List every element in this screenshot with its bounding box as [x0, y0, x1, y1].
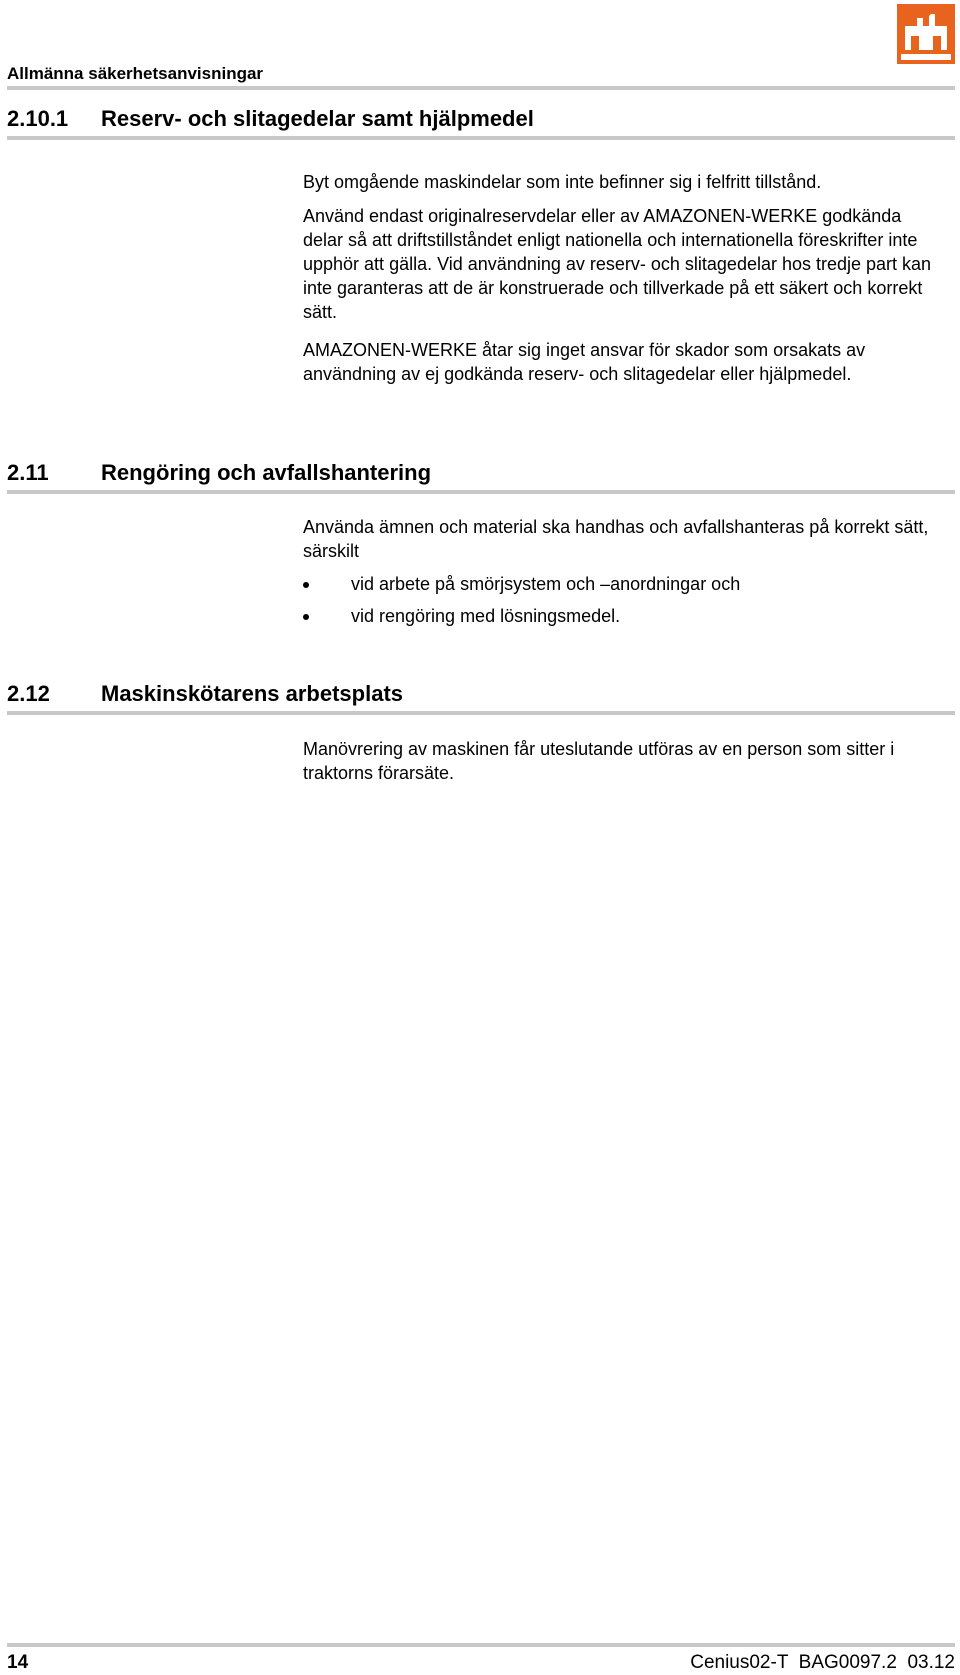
header-divider	[7, 86, 955, 90]
bullet-icon	[303, 582, 309, 588]
section-title: Maskinskötarens arbetsplats	[101, 681, 404, 706]
tractor-logo-icon	[897, 4, 955, 64]
section-divider	[7, 711, 955, 715]
paragraph: Byt omgående maskindelar som inte befinner sig i felfritt tillstånd.	[303, 172, 822, 192]
page-number: 14	[7, 1652, 29, 1673]
list-item-text: vid arbete på smörjsystem och –anordningar och	[351, 574, 741, 594]
running-header-title: Allmänna säkerhetsanvisningar	[7, 64, 264, 83]
paragraph: Använd endast originalreservdelar eller av AMAZONEN-WERKE godkända delar så att driftstillståndet enligt nationella och internationella föreskrifter inte upphör att gälla. Vid användning av reserv- och slitagedelar hos tredje part kan inte garanteras att de är konstruerade och tillverkade på ett säkert och korrekt sätt.	[303, 206, 932, 322]
document-id: Cenius02-T BAG0097.2 03.12	[690, 1652, 955, 1673]
bullet-icon	[303, 614, 309, 620]
footer-divider	[7, 1643, 955, 1647]
section-heading	[7, 106, 534, 132]
section-heading	[7, 681, 403, 707]
section-title: Reserv- och slitagedelar samt hjälpmedel	[101, 106, 534, 131]
paragraph: Manövrering av maskinen får uteslutande utföras av en person som sitter i traktorns förarsäte.	[303, 739, 895, 783]
section-number: 2.11	[7, 460, 49, 485]
amazone-logo	[897, 4, 955, 64]
section-heading	[7, 460, 431, 486]
list-item-text: vid rengöring med lösningsmedel.	[351, 606, 621, 626]
paragraph: AMAZONEN-WERKE åtar sig inget ansvar för skador som orsakats av användning av ej godkända reserv- och slitagedelar eller hjälpmedel.	[303, 340, 866, 384]
section-divider	[7, 490, 955, 494]
section-divider	[7, 136, 955, 140]
section-number: 2.10.1	[7, 106, 69, 131]
section-title: Rengöring och avfallshantering	[101, 460, 432, 485]
section-number: 2.12	[7, 681, 50, 706]
paragraph: Använda ämnen och material ska handhas och avfallshanteras på korrekt sätt, särskilt	[303, 517, 929, 561]
